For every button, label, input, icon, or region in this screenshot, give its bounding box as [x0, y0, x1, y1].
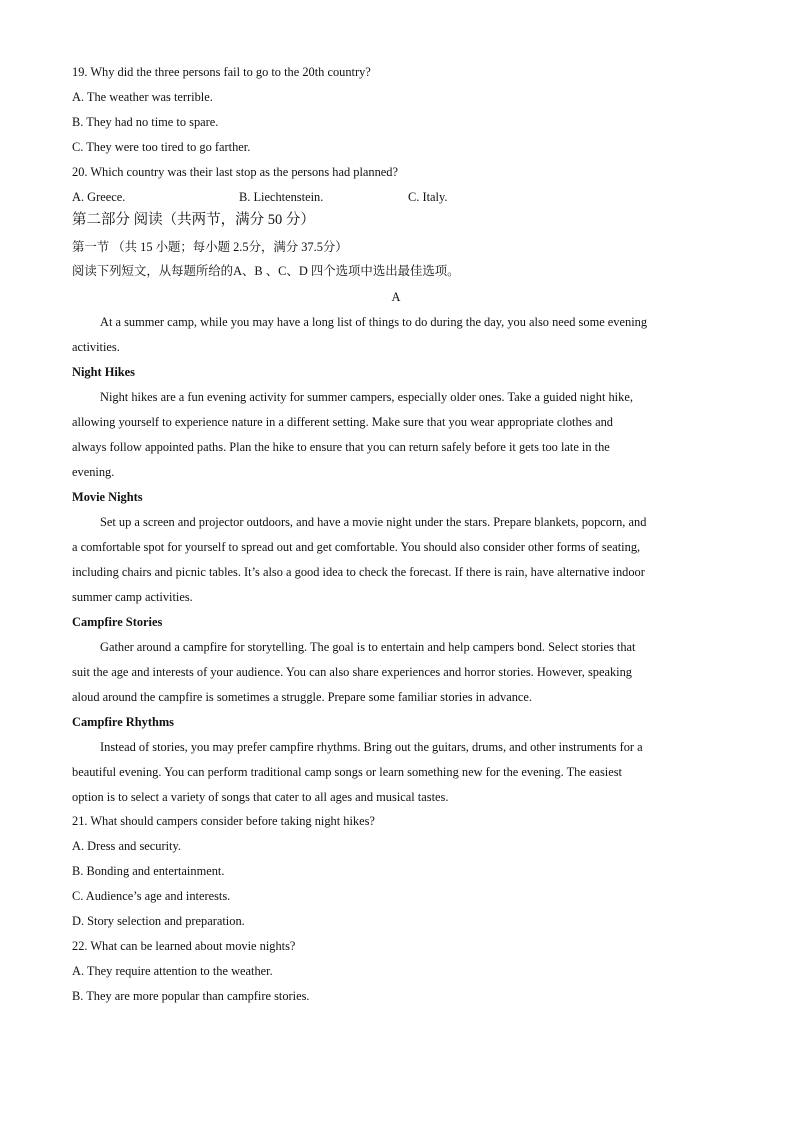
campfire-stories-line-3: aloud around the campfire is sometimes a struggle. Prepare some familiar stories in advance.: [72, 690, 533, 704]
campfire-rhythms-line-2: beautiful evening. You can perform traditional camp songs or learn something new for the evening. The easiest: [72, 765, 622, 779]
q22-option-a: A. They require attention to the weather.: [72, 964, 273, 978]
q21-option-b: B. Bonding and entertainment.: [72, 864, 225, 878]
part1-title: 第一节 （共 15 小题；每小题 2.5分，满分 37.5分）: [72, 240, 348, 254]
intro-line-2: activities.: [72, 340, 120, 354]
q22-stem: 22. What can be learned about movie nights?: [72, 939, 296, 953]
q19-option-c: C. They were too tired to go farther.: [72, 140, 251, 154]
movie-nights-line-3: including chairs and picnic tables. It’s also a good idea to check the forecast. If there is rain, have alternative indoor: [72, 565, 645, 579]
campfire-stories-line-1: Gather around a campfire for storytelling. The goal is to entertain and help campers bond. Select stories that: [100, 640, 636, 654]
campfire-stories-line-2: suit the age and interests of your audience. You can also share experiences and horror stories. However, speaking: [72, 665, 633, 679]
movie-nights-line-4: summer camp activities.: [72, 590, 193, 604]
night-hikes-line-3: always follow appointed paths. Plan the hike to ensure that you can return safely before it gets too late in the: [72, 440, 610, 454]
night-hikes-line-1: Night hikes are a fun evening activity for summer campers, especially older ones. Take a guided night hike,: [100, 390, 633, 404]
q19-stem: 19. Why did the three persons fail to go to the 20th country?: [72, 65, 371, 79]
q21-option-a: A. Dress and security.: [72, 839, 181, 853]
night-hikes-line-4: evening.: [72, 465, 115, 479]
campfire-rhythms-line-1: Instead of stories, you may prefer campfire rhythms. Bring out the guitars, drums, and other instruments for a: [100, 740, 643, 754]
intro-line-1: At a summer camp, while you may have a long list of things to do during the day, you also need some evening: [100, 315, 648, 329]
movie-nights-line-1: Set up a screen and projector outdoors, and have a movie night under the stars. Prepare blankets, popcorn, and: [100, 515, 647, 529]
q20-stem: 20. Which country was their last stop as the persons had planned?: [72, 165, 398, 179]
heading-movie-nights: Movie Nights: [72, 490, 143, 504]
campfire-rhythms-line-3: option is to select a variety of songs that cater to all ages and musical tastes.: [72, 790, 449, 804]
q19-option-b: B. They had no time to spare.: [72, 115, 219, 129]
passage-label: A: [391, 290, 401, 304]
heading-campfire-stories: Campfire Stories: [72, 615, 163, 629]
q19-option-a: A. The weather was terrible.: [72, 90, 213, 104]
q21-option-c: C. Audience’s age and interests.: [72, 889, 231, 903]
q21-option-d: D. Story selection and preparation.: [72, 914, 245, 928]
q21-stem: 21. What should campers consider before taking night hikes?: [72, 814, 375, 828]
heading-campfire-rhythms: Campfire Rhythms: [72, 715, 174, 729]
heading-night-hikes: Night Hikes: [72, 365, 135, 379]
section-title: 第二部分 阅读（共两节，满分 50 分）: [72, 212, 315, 228]
night-hikes-line-2: allowing yourself to experience nature in a different setting. Make sure that you wear appropriate clothes and: [72, 415, 613, 429]
q20-option-a: A. Greece.: [72, 190, 126, 204]
q22-option-b: B. They are more popular than campfire stories.: [72, 989, 310, 1003]
q20-option-b: B. Liechtenstein.: [239, 190, 324, 204]
q20-option-c: C. Italy.: [408, 190, 448, 204]
section-instruction: 阅读下列短文，从每题所给的A、B 、C、D 四个选项中选出最佳选项。: [72, 264, 460, 278]
movie-nights-line-2: a comfortable spot for yourself to spread out and get comfortable. You should also consider other forms of seating,: [72, 540, 641, 554]
